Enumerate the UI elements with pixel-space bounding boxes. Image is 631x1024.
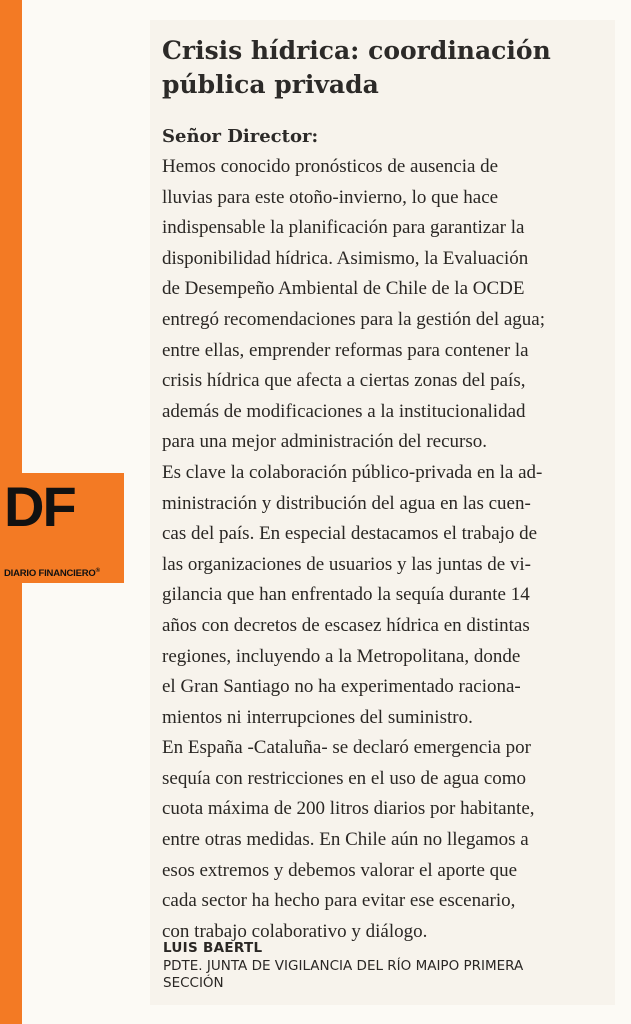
body-line: además de modificaciones a la institucionalidad	[162, 400, 526, 422]
salutation: Señor Director:	[162, 126, 319, 147]
body-line: entre otras medidas. En Chile aún no llegamos a	[162, 829, 529, 851]
role-line: PDTE. JUNTA DE VIGILANCIA DEL RÍO MAIPO PRIMERA	[163, 958, 524, 974]
body-line: las organizaciones de usuarios y las juntas de vi-	[162, 553, 531, 575]
body-line: En España -Cataluña- se declaró emergencia por	[162, 737, 531, 759]
body-line: indispensable la planificación para garantizar la	[162, 217, 525, 239]
logo-registered-mark: ®	[95, 568, 100, 574]
body-line: de Desempeño Ambiental de Chile de la OCDE	[162, 278, 525, 300]
body-line: ministración y distribución del agua en las cuen-	[162, 492, 531, 514]
article-title	[162, 34, 602, 102]
body-line: cuota máxima de 200 litros diarios por habitante,	[162, 798, 535, 820]
body-line: el Gran Santiago no ha experimentado raciona-	[162, 676, 521, 698]
body-line: cada sector ha hecho para evitar ese escenario,	[162, 890, 516, 912]
title-line: Crisis hídrica: coordinación	[162, 36, 551, 65]
body-line: cas del país. En especial destacamos el trabajo de	[162, 523, 538, 545]
body-line: disponibilidad hídrica. Asimismo, la Evaluación	[162, 247, 529, 269]
body-line: sequía con restricciones en el uso de agua como	[162, 767, 527, 789]
logo-name-text: DIARIO FINANCIERO	[4, 568, 96, 580]
author-name: LUIS BAERTL	[163, 940, 263, 956]
diario-financiero-logo	[0, 473, 124, 583]
body-line: con trabajo colaborativo y diálogo.	[162, 920, 428, 942]
body-line: Es clave la colaboración público-privada en la ad-	[162, 461, 543, 483]
body-line: entregó recomendaciones para la gestión del agua;	[162, 308, 545, 330]
body-line: regiones, incluyendo a la Metropolitana, donde	[162, 645, 521, 667]
body-line: crisis hídrica que afecta a ciertas zonas del país,	[162, 370, 526, 392]
title-line: pública privada	[162, 70, 379, 99]
body-line: años con decretos de escasez hídrica en distintas	[162, 614, 530, 636]
body-line: entre ellas, emprender reformas para contener la	[162, 339, 529, 361]
author-role	[163, 958, 603, 992]
body-line: Hemos conocido pronósticos de ausencia de	[162, 156, 499, 177]
body-line: lluvias para este otoño-invierno, lo que hace	[162, 186, 499, 208]
body-line: esos extremos y debemos valorar el aporte que	[162, 859, 518, 881]
logo-mark: DF	[4, 475, 75, 538]
role-line: SECCIÓN	[163, 975, 224, 991]
body-line: para una mejor administración del recurso.	[162, 431, 487, 453]
body-line: mientos ni interrupciones del suministro.	[162, 706, 473, 728]
body-line: gilancia que han enfrentado la sequía durante 14	[162, 584, 530, 606]
letter-body	[162, 152, 612, 947]
logo-name	[4, 565, 124, 580]
